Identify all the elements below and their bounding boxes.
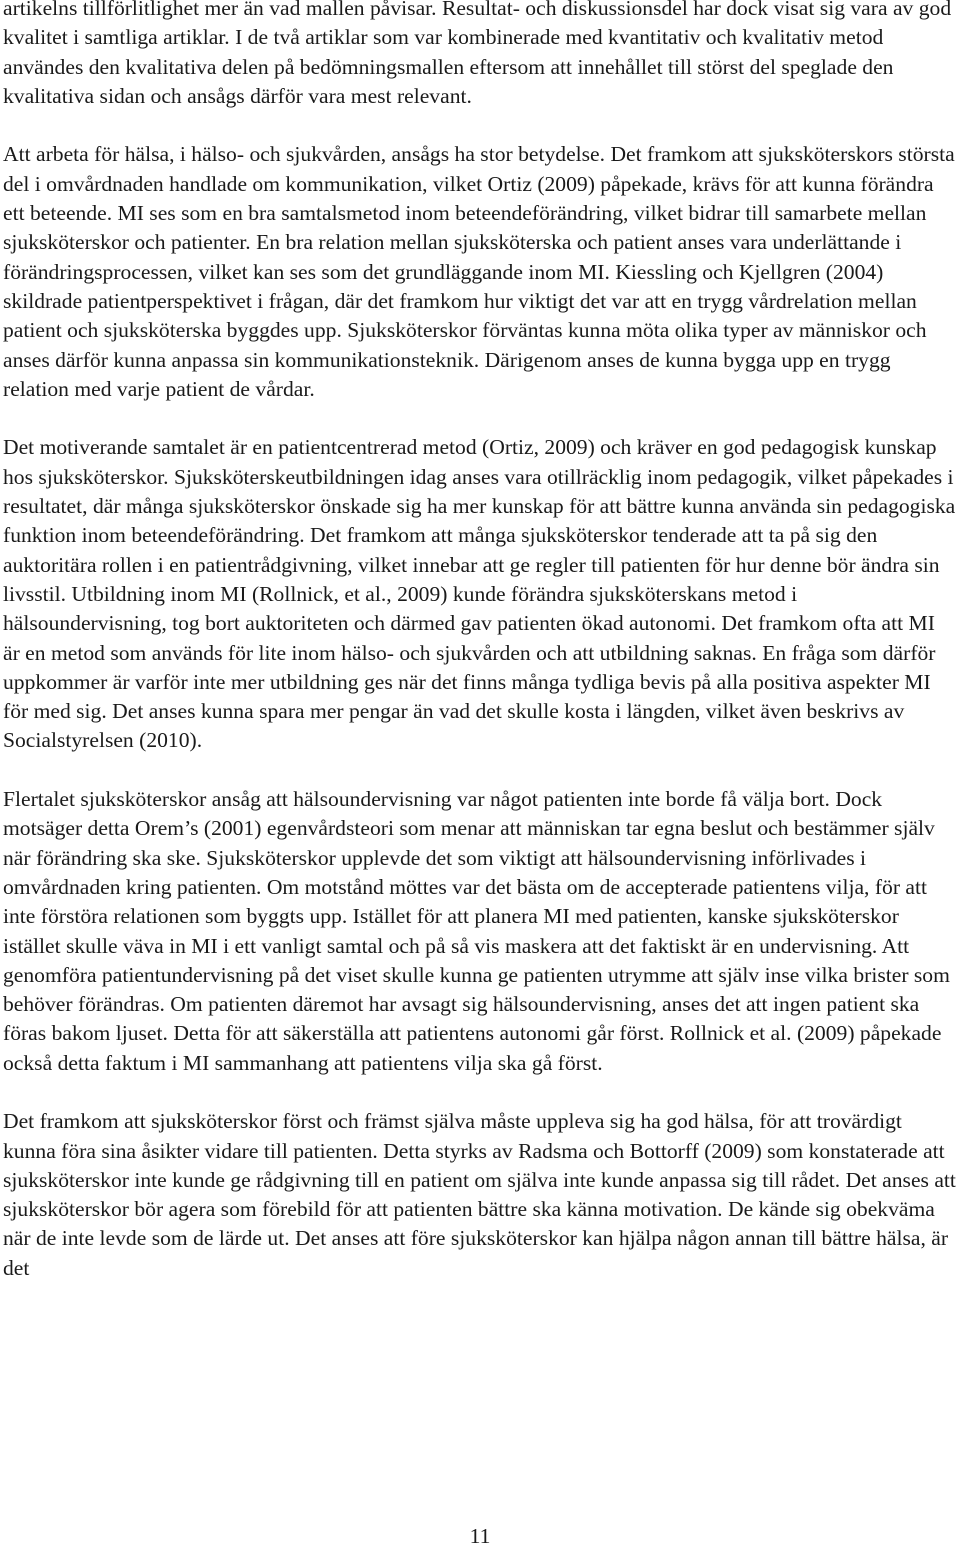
- paragraph-5: Det framkom att sjuksköterskor först och främst själva måste uppleva sig ha god hälsa, för att trovärdigt kunna föra sina åsikter vidare till patienten. Detta styrks av Radsma och Bottorff (2009) som konstaterade att sjuksköterskor inte kunde ge rådgivning till en patient om själva inte kunde anpassa sig till rådet. Det anses att sjuksköterskor bör agera som förebild för att patienten bättre ska känna motivation. De kände sig obekväma när de inte levde som de lärde ut. Det anses att före sjuksköterskor kan hjälpa någon annan till bättre hälsa, är det: [3, 1109, 956, 1280]
- paragraph-1: artikelns tillförlitlighet mer än vad mallen påvisar. Resultat- och diskussionsdel har dock visat sig vara av god kvalitet i samtliga artiklar. I de två artiklar som var kombinerade med kvantitativ och kvalitativ metod användes den kvalitativa delen på bedömningsmallen eftersom att innehållet till störst del speglade den kvalitativa sidan och ansågs därför vara mest relevant.: [3, 0, 952, 108]
- page-number: 11: [469, 1524, 491, 1548]
- paragraph-4: Flertalet sjuksköterskor ansåg att hälsoundervisning var något patienten inte borde få välja bort. Dock motsäger detta Orem’s (2001) egenvårdsteori som menar att människan tar egna beslut och bestämmer själv när förändring ska ske. Sjuksköterskor upplevde det som viktigt att hälsoundervisning införlivades i omvårdnaden kring patienten. Om motstånd möttes var det bästa om de accepterade patientens vilja, för att inte förstöra relationen som byggts upp. Istället för att planera MI med patienten, kanske sjuksköterskor istället skulle väva in MI i ett vanligt samtal och på så vis maskera att det faktiskt är en undervisning. Att genomföra patientundervisning på det viset skulle kunna ge patienten utrymme att själv inse vilka brister som behöver förändras. Om patienten däremot har avsagt sig hälsoundervisning, anses det att ingen patient ska föras bakom ljuset. Detta för att säkerställa att patientens autonomi går först. Rollnick et al. (2009) påpekade också detta faktum i MI sammanhang att patientens vilja ska gå först.: [3, 787, 950, 1075]
- paragraph-3: Det motiverande samtalet är en patientcentrerad metod (Ortiz, 2009) och kräver en god pedagogisk kunskap hos sjuksköterskor. Sjuksköterskeutbildningen idag anses vara otillräcklig inom pedagogik, vilket påpekades i resultatet, där många sjuksköterskor önskade sig ha mer kunskap för att bättre kunna använda sin pedagogiska funktion inom beteendeförändring. Det framkom att många sjuksköterskor tenderade att ta på sig den auktoritära rollen i en patientrådgivning, vilket innebar att ge regler till patienten för hur denne bör ändra sin livsstil. Utbildning inom MI (Rollnick, et al., 2009) kunde förändra sjuksköterskans metod i hälsoundervisning, tog bort auktoriteten och därmed gav patienten ökad autonomi. Det framkom ofta att MI är en metod som används för lite inom hälso- och sjukvården och att utbildning saknas. En fråga som därför uppkommer är varför inte mer utbildning ges när det finns många tydliga bevis på alla positiva aspekter MI för med sig. Det anses kunna spara mer pengar än vad det skulle kosta i längden, vilket även beskrivs av Socialstyrelsen (2010).: [3, 435, 956, 753]
- paragraph-2: Att arbeta för hälsa, i hälso- och sjukvården, ansågs ha stor betydelse. Det framkom att sjuksköterskors största del i omvårdnaden handlade om kommunikation, vilket Ortiz (2009) påpekade, krävs för att kunna förändra ett beteende. MI ses som en bra samtalsmetod inom beteendeförändring, vilket bidrar till samarbete mellan sjuksköterskor och patienter. En bra relation mellan sjuksköterska och patient anses vara underlättande i förändringsprocessen, vilket kan ses som det grundläggande inom MI. Kiessling och Kjellgren (2004) skildrade patientperspektivet i frågan, där det framkom hur viktigt det var att en trygg vårdrelation mellan patient och sjuksköterska byggdes upp. Sjuksköterskor förväntas kunna möta olika typer av människor och anses därför kunna anpassa sin kommunikationsteknik. Därigenom anses de kunna bygga upp en trygg relation med varje patient de vårdar.: [3, 142, 955, 401]
- body-text: [3, 0, 956, 1283]
